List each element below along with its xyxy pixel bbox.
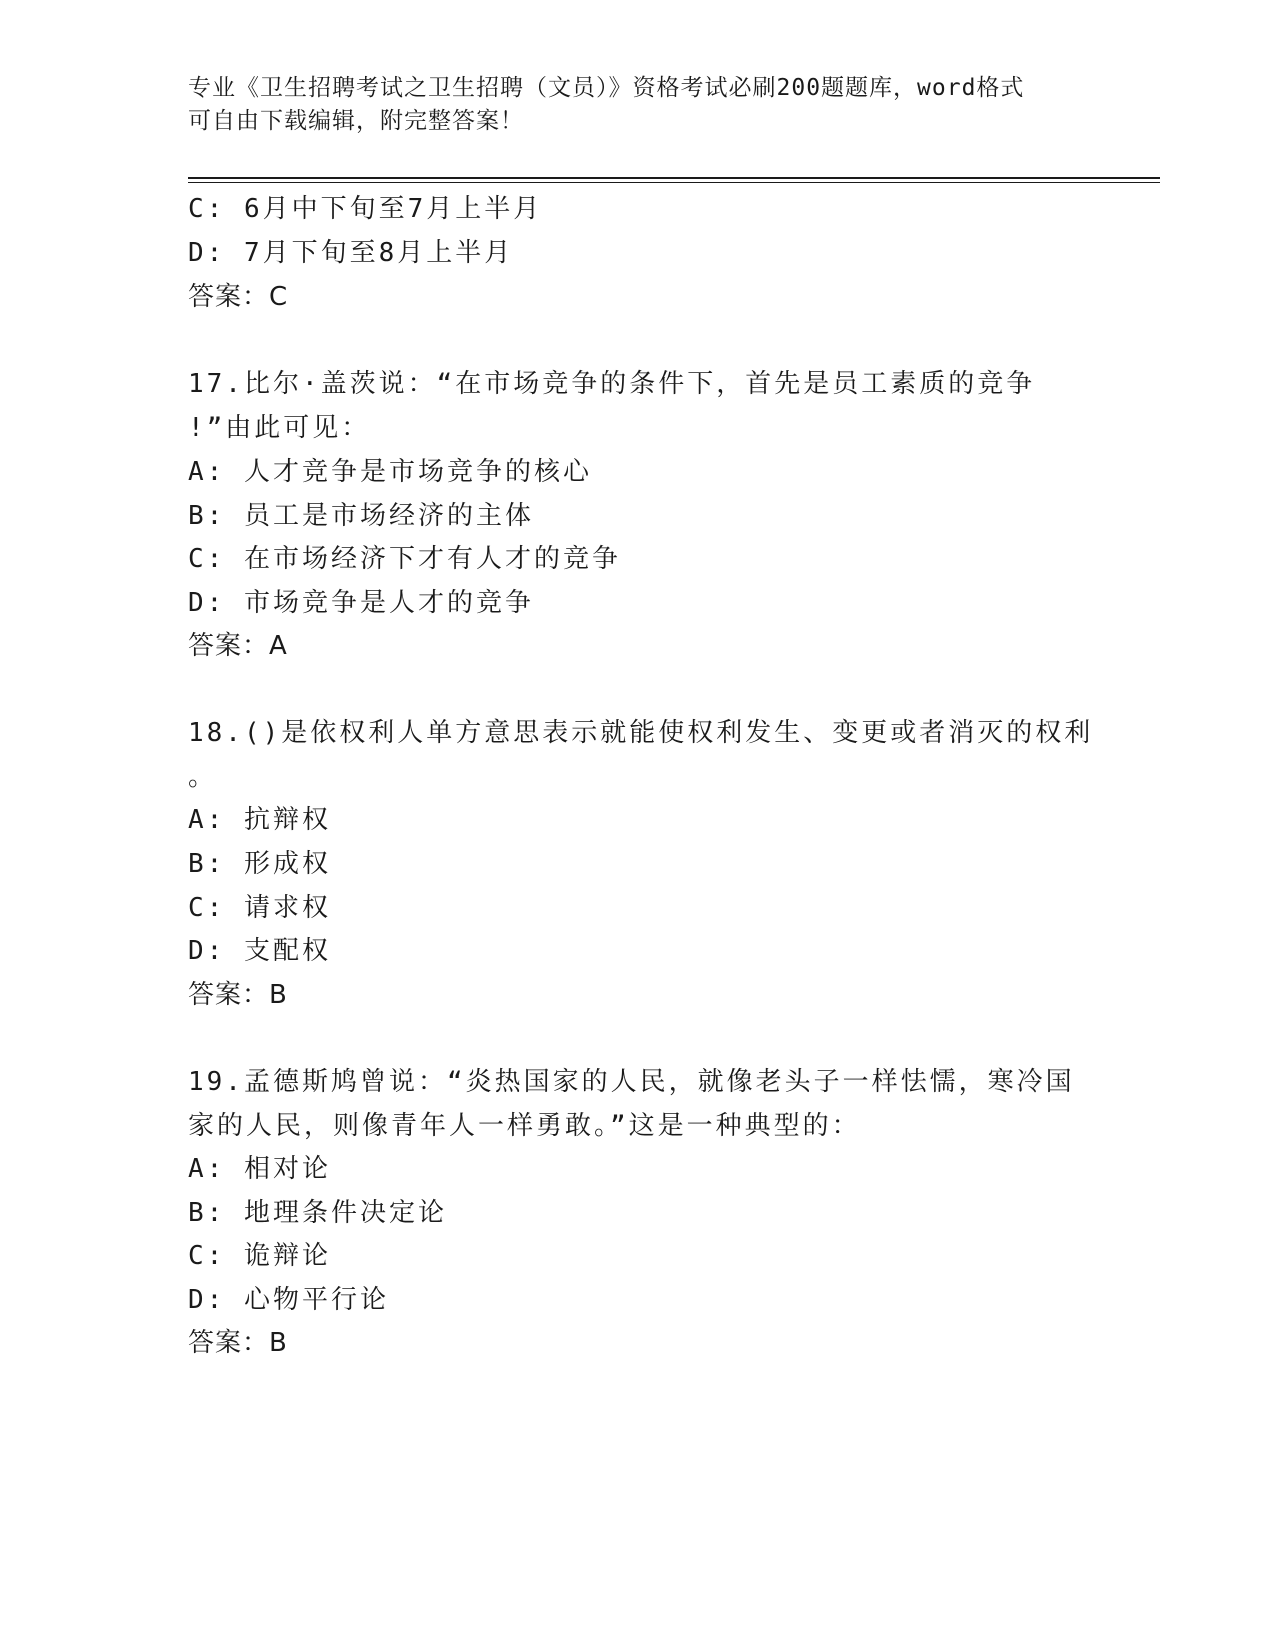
question-17-stem-cont: !”由此可见： xyxy=(188,413,371,443)
header-rule-thin xyxy=(188,182,1160,183)
question-17-stem: 17.比尔·盖茨说：“在市场竞争的条件下，首先是员工素质的竞争 xyxy=(188,369,1036,399)
answer: 答案：C xyxy=(188,282,289,312)
option-a: A: 抗辩权 xyxy=(188,805,331,835)
option-c: C: 诡辩论 xyxy=(188,1241,331,1271)
title-line-2: 可自由下载编辑，附完整答案！ xyxy=(188,108,524,134)
option-b: B: 员工是市场经济的主体 xyxy=(188,501,534,531)
header-rule-thick xyxy=(188,177,1160,179)
answer: 答案：B xyxy=(188,1328,288,1358)
question-19-stem: 19.孟德斯鸠曾说：“炎热国家的人民，就像老头子一样怯懦，寒冷国 xyxy=(188,1067,1075,1097)
option-c: C: 在市场经济下才有人才的竞争 xyxy=(188,544,621,574)
question-18-stem-cont: 。 xyxy=(188,762,218,792)
answer: 答案：B xyxy=(188,980,288,1010)
answer: 答案：A xyxy=(188,631,288,661)
question-19-stem-cont: 家的人民，则像青年人一样勇敢。”这是一种典型的： xyxy=(188,1111,861,1141)
option-c: C: 6月中下旬至7月上半月 xyxy=(188,194,543,224)
option-a: A: 相对论 xyxy=(188,1154,331,1184)
option-d: D: 支配权 xyxy=(188,936,331,966)
option-d: D: 7月下旬至8月上半月 xyxy=(188,238,514,268)
title-line-1: 专业《卫生招聘考试之卫生招聘（文员）》资格考试必刷200题题库，word格式 xyxy=(188,75,1025,101)
option-a: A: 人才竞争是市场竞争的核心 xyxy=(188,457,592,487)
option-c: C: 请求权 xyxy=(188,893,331,923)
option-b: B: 形成权 xyxy=(188,849,331,879)
document-title xyxy=(188,72,1088,138)
question-18-stem: 18.()是依权利人单方意思表示就能使权利发生、变更或者消灭的权利 xyxy=(188,718,1094,748)
option-d: D: 心物平行论 xyxy=(188,1285,389,1315)
option-b: B: 地理条件决定论 xyxy=(188,1198,447,1228)
option-d: D: 市场竞争是人才的竞争 xyxy=(188,588,534,618)
